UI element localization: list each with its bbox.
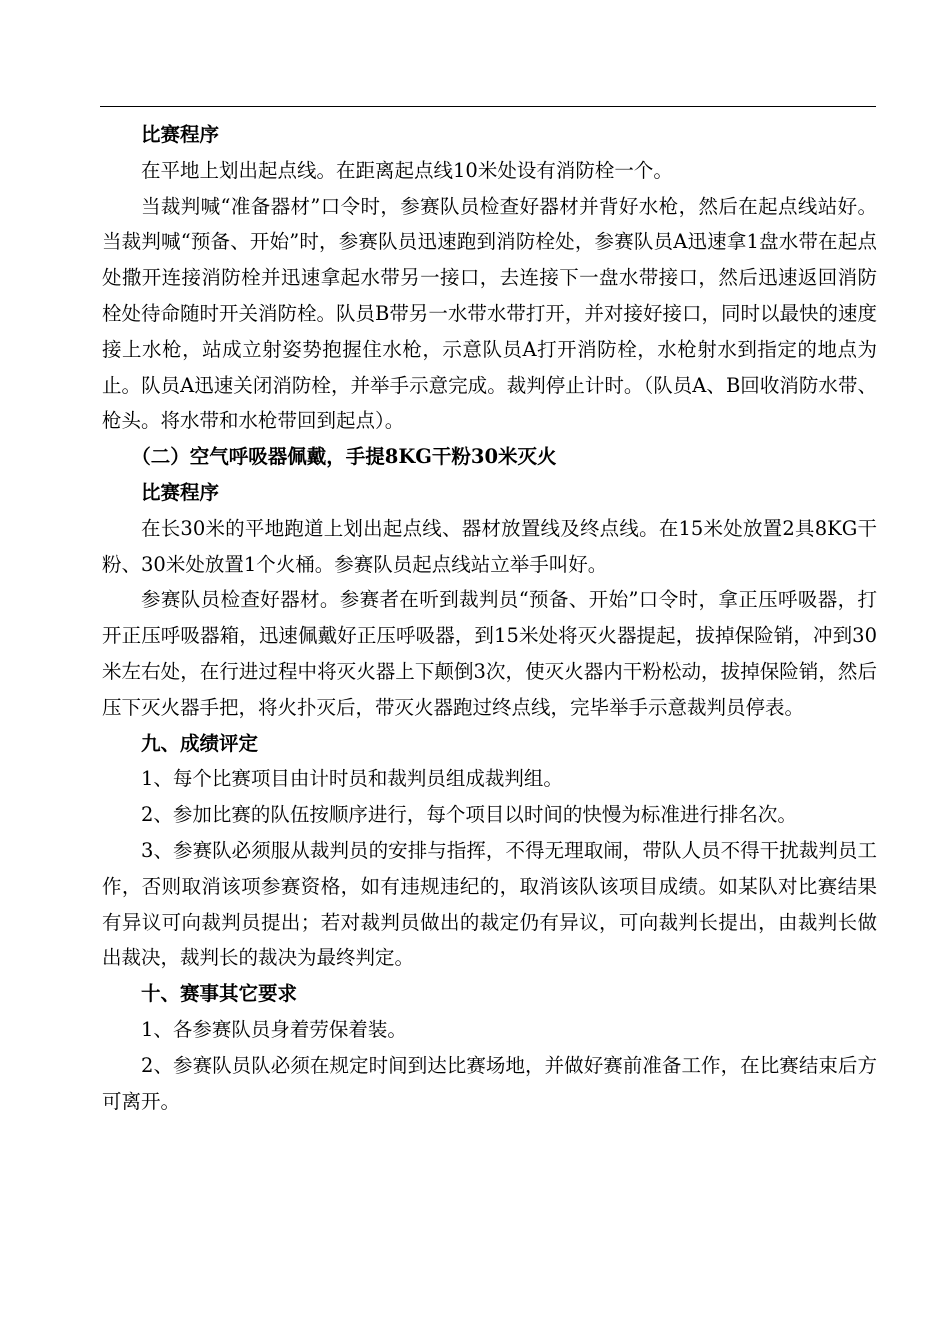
- section-heading-competition-procedure: 比赛程序: [141, 123, 220, 146]
- paragraph-extinguisher-procedure: 参赛队员检查好器材。参赛者在听到裁判员“预备、开始”口令时，拿正压呼吸器，打开正压呼吸器箱，迅速佩戴好正压呼吸器，到15米处将灭火器提起，拔掉保险销，冲到30米左右处，在行进过程中将灭火器上下颠倒3次，使灭火器内干粉松动，拔掉保险销，然后压下灭火器手把，将火扑灭后，带灭火器跑过终点线，完毕举手示意裁判员停表。: [102, 588, 877, 719]
- paragraph-scoring-1: 1、每个比赛项目由计时员和裁判员组成裁判组。: [141, 767, 563, 791]
- paragraph-track-setup: 在长30米的平地跑道上划出起点线、器材放置线及终点线。在15米处放置2具8KG干粉、30米处放置1个火桶。参赛队员起点线站立举手叫好。: [102, 516, 877, 576]
- paragraph-requirement-2: 2、参赛队员队必须在规定时间到达比赛场地，并做好赛前准备工作，在比赛结束后方可离开。: [102, 1053, 877, 1113]
- document-body: [102, 117, 877, 1119]
- paragraph-requirement-1: 1、各参赛队员身着劳保着装。: [141, 1017, 407, 1041]
- section-heading-scoring: 九、成绩评定: [141, 731, 259, 755]
- header-rule: [100, 106, 876, 107]
- paragraph-starting-line: 在平地上划出起点线。在距离起点线10米处设有消防栓一个。: [141, 158, 673, 182]
- paragraph-scoring-2: 2、参加比赛的队伍按顺序进行，每个项目以时间的快慢为标准进行排名次。: [141, 803, 797, 827]
- subsection-heading-breathing-apparatus: （二）空气呼吸器佩戴，手提8KG干粉30米灭火: [131, 445, 557, 469]
- section-heading-competition-procedure-2: 比赛程序: [141, 480, 220, 504]
- section-heading-other-requirements: 十、赛事其它要求: [141, 982, 298, 1006]
- paragraph-hose-procedure: 当裁判喊“准备器材”口令时，参赛队员检查好器材并背好水枪，然后在起点线站好。当裁判喊“预备、开始”时，参赛队员迅速跑到消防栓处，参赛队员A迅速拿1盘水带在起点处撒开连接消防栓并迅速拿起水带另一接口，去连接下一盘水带接口，然后迅速返回消防栓处待命随时开关消防栓。队员B带另一水带水带打开，并对接好接口，同时以最快的速度接上水枪，站成立射姿势抱握住水枪，示意队员A打开消防栓，水枪射水到指定的地点为止。队员A迅速关闭消防栓，并举手示意完成。裁判停止计时。（队员A、B回收消防水带、枪头。将水带和水枪带回到起点）。: [102, 194, 877, 433]
- paragraph-scoring-3: 3、参赛队必须服从裁判员的安排与指挥，不得无理取闹，带队人员不得干扰裁判员工作，否则取消该项参赛资格，如有违规违纪的，取消该队该项目成绩。如某队对比赛结果有异议可向裁判员提出；若对裁判员做出的裁定仍有异议，可向裁判长提出，由裁判长做出裁决，裁判长的裁决为最终判定。: [102, 838, 877, 970]
